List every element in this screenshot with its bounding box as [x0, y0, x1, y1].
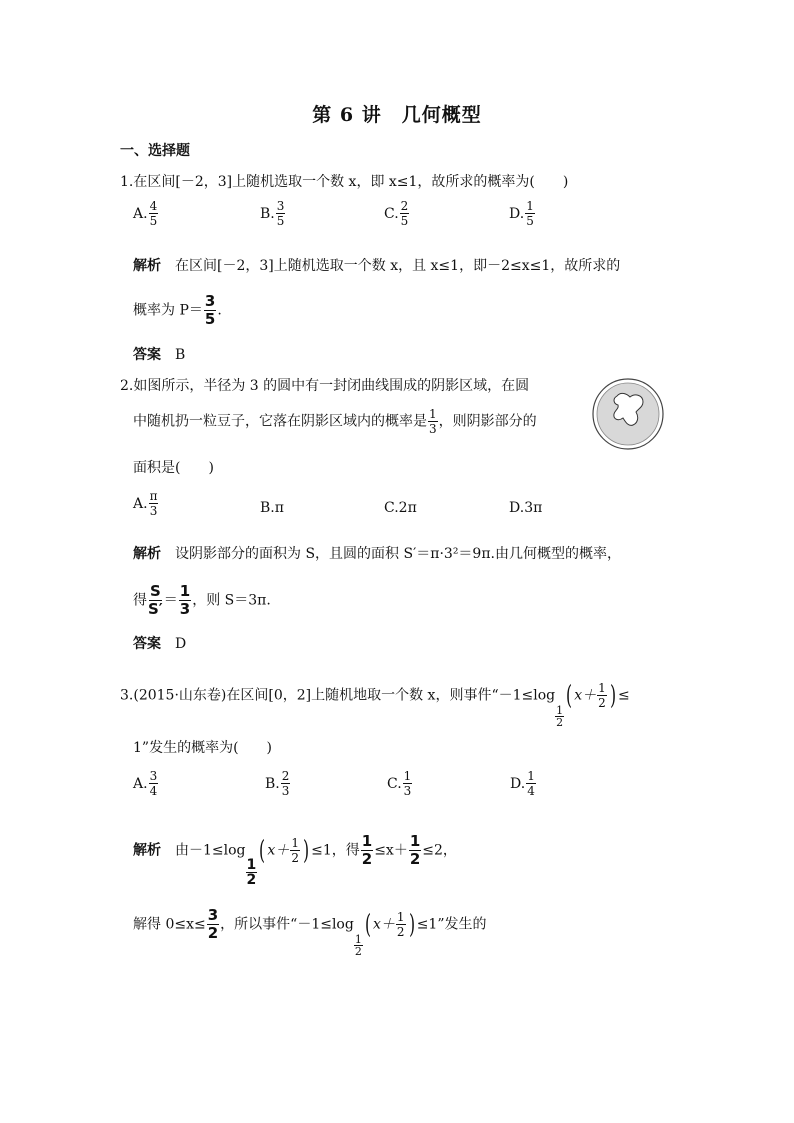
q3-option-a: A. $\frac{3}{4}$: [133, 769, 158, 798]
q1-stem: 1.在区间[－2，3]上随机选取一个数 x，即 x≤1，故所求的概率为( ): [120, 174, 569, 190]
q2-option-b: B.π: [260, 500, 284, 516]
section-heading: 一、选择题: [120, 143, 190, 159]
q2-answer: [133, 634, 186, 654]
q1-analysis-label: 解析: [133, 258, 161, 274]
q3-option-c: C. $\frac{1}{3}$: [387, 769, 412, 798]
q3-analysis-line2: 解得 0≤x≤ $\frac{3}{2}$ ，所以事件“－1≤log $\frac{1}{2}$ ( x＋ $\frac{1}{2}$ ) ≤1”发生的: [133, 906, 487, 958]
q2-line2: 中随机扔一粒豆子，它落在阴影区域内的概率是 $\frac{1}{3}$ ，则阴影部分的: [133, 407, 537, 436]
q2-analysis-label: 解析: [133, 546, 161, 562]
q1-answer-label: 答案: [133, 347, 161, 363]
q1-analysis-line2: 概率为 P＝ $\frac{3}{5}$ .: [133, 292, 222, 328]
page-title: 第 6 讲 几何概型: [312, 104, 482, 126]
q3-option-d: D. $\frac{1}{4}$: [510, 769, 535, 798]
q1-option-c: C. $\frac{2}{5}$: [384, 199, 409, 228]
q2-option-c: C.2π: [384, 500, 417, 516]
q2-analysis-line2: 得 $\frac{S}{S'}$ ＝ $\frac{1}{3}$ ，则 S＝3π.: [133, 582, 271, 618]
q2-analysis-line1: 解析 设阴影部分的面积为 S，且圆的面积 S′＝π·3²＝9π.由几何概型的概率，: [133, 546, 621, 562]
q3-analysis-label: 解析: [133, 842, 161, 859]
q2-answer-label: 答案: [133, 636, 161, 652]
shaded-region-circle-icon: [590, 376, 666, 452]
q2-line3: 面积是( ): [133, 460, 214, 476]
q3-line2: 1”发生的概率为( ): [133, 740, 272, 756]
q1-option-b: B. $\frac{3}{5}$: [260, 199, 285, 228]
q1-analysis-line1: 解析 在区间[－2，3]上随机选取一个数 x，且 x≤1，即－2≤x≤1，故所求的: [133, 258, 621, 274]
q3-line1: 3.(2015·山东卷)在区间[0，2]上随机地取一个数 x，则事件“－1≤log $\frac{1}{2}$ ( x＋ $\frac{1}{2}$ ) ≤: [120, 680, 630, 729]
q3-option-b: B. $\frac{2}{3}$: [265, 769, 290, 798]
q2-line1: 2.如图所示，半径为 3 的圆中有一封闭曲线围成的阴影区域，在圆: [120, 378, 530, 394]
q2-answer-value: D: [175, 636, 187, 652]
q1-option-d: D. $\frac{1}{5}$: [509, 199, 534, 228]
q1-answer-value: B: [175, 347, 186, 363]
q2-option-a: A. $\frac{\pi}{3}$: [133, 489, 158, 518]
q2-option-d: D.3π: [509, 500, 543, 516]
q1-answer: [133, 345, 185, 365]
q1-option-a: A. $\frac{4}{5}$: [133, 199, 158, 228]
q3-analysis-line1: 解析 由－1≤log $\frac{1}{2}$ ( x＋ $\frac{1}{2}$ ) ≤1，得 $\frac{1}{2}$ ≤x＋ $\frac{1}{2}$ ≤2，: [133, 832, 457, 888]
